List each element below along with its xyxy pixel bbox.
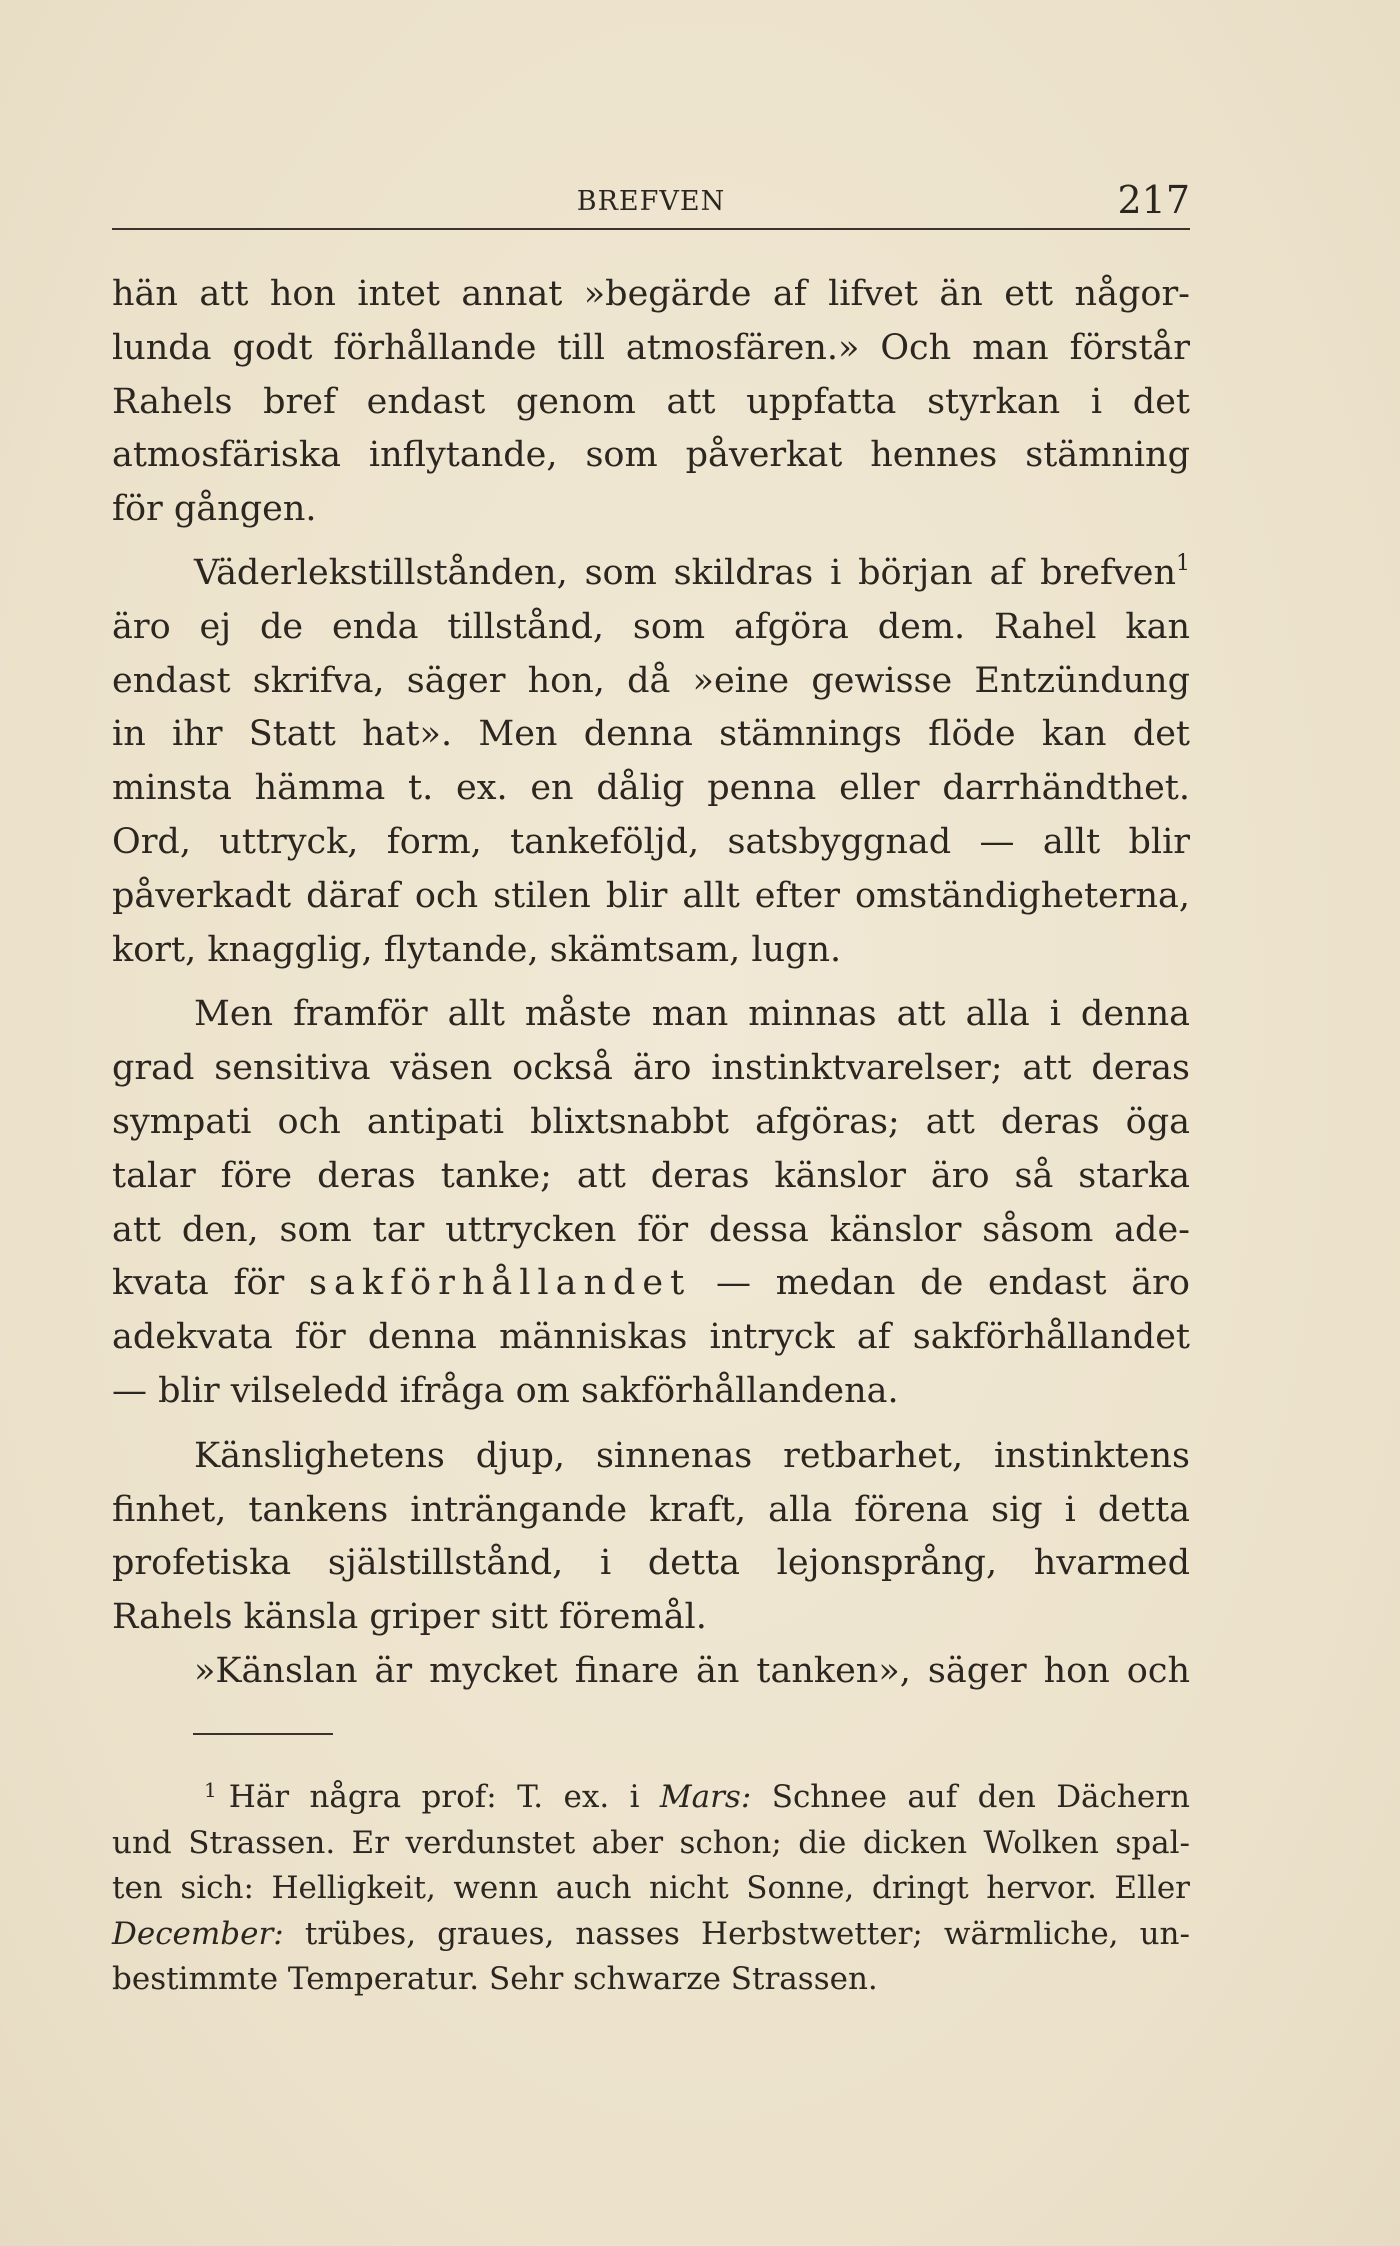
text-line: äro ej de enda tillstånd, som afgöra dem. Rahel kan bbox=[112, 606, 1190, 647]
text-line: Känslighetens djup, sinnenas retbarhet, instinktens bbox=[194, 1435, 1190, 1476]
text-line: »Känslan är mycket finare än tanken», säger hon och bbox=[194, 1650, 1190, 1691]
footnote-line: und Strassen. Er verdunstet aber schon; die dicken Wolken spal- bbox=[112, 1824, 1190, 1861]
line-text: kvata för bbox=[112, 1263, 285, 1304]
line-text: trübes, graues, nasses Herbstwetter; wärmliche, un- bbox=[304, 1915, 1190, 1952]
paragraph-1 bbox=[112, 268, 1190, 537]
text-line: för gången. bbox=[112, 489, 317, 530]
text-line bbox=[112, 537, 1190, 601]
page-header bbox=[112, 178, 1190, 224]
paragraph-4 bbox=[112, 1430, 1190, 1645]
italic-title: Mars: bbox=[659, 1779, 752, 1815]
running-head: BREFVEN bbox=[576, 186, 726, 217]
line-text: Schnee auf den Dächern bbox=[771, 1779, 1190, 1815]
text-line: kort, knagglig, flytande, skämtsam, lugn. bbox=[112, 929, 842, 970]
text-line: profetiska själstillstånd, i detta lejonsprång, hvarmed bbox=[112, 1543, 1190, 1584]
paragraph-5 bbox=[112, 1645, 1190, 1699]
text-line: finhet, tankens inträngande kraft, alla förena sig i detta bbox=[112, 1489, 1190, 1530]
text-line: — blir vilseledd ifråga om sakförhållandena. bbox=[112, 1370, 899, 1411]
text-line: grad sensitiva väsen också äro instinktvarelser; att deras bbox=[112, 1048, 1190, 1089]
text-line: påverkadt däraf och stilen blir allt efter omständigheterna, bbox=[112, 875, 1190, 916]
text-line: Rahels bref endast genom att uppfatta styrkan i det bbox=[112, 381, 1190, 422]
text-line: in ihr Statt hat». Men denna stämnings flöde kan det bbox=[112, 714, 1190, 755]
footnote-mark: 1 bbox=[204, 1778, 217, 1802]
footnote-reference: 1 bbox=[1176, 550, 1190, 576]
footnote-line: bestimmte Temperatur. Sehr schwarze Strassen. bbox=[112, 1961, 878, 1997]
text-line: Men framför allt måste man minnas att alla i denna bbox=[194, 994, 1190, 1035]
line-text: Här några prof: T. ex. i bbox=[228, 1779, 640, 1815]
line-text: Väderlekstillstånden, som skildras i början af brefven bbox=[194, 552, 1176, 593]
italic-title: December: bbox=[112, 1915, 284, 1952]
footnote bbox=[112, 1768, 1190, 2003]
text-line: Ord, uttryck, form, tankeföljd, satsbyggnad — allt blir bbox=[112, 821, 1190, 862]
text-line: lunda godt förhållande till atmosfären.» Och man förstår bbox=[112, 327, 1190, 368]
text-line: minsta hämma t. ex. en dålig penna eller darrhändthet. bbox=[112, 768, 1190, 809]
emphasized-word: sakförhållandet bbox=[309, 1263, 692, 1304]
paragraph-2 bbox=[112, 537, 1190, 977]
text-line: adekvata för denna människas intryck af sakförhållandet bbox=[112, 1317, 1190, 1358]
text-line: atmosfäriska inflytande, som påverkat hennes stämning bbox=[112, 435, 1190, 476]
text-line: hän att hon intet annat »begärde af lifvet än ett någor- bbox=[112, 274, 1190, 314]
body-text bbox=[112, 268, 1190, 1699]
paragraph-3 bbox=[112, 988, 1190, 1418]
line-text: — medan de endast äro bbox=[715, 1263, 1190, 1304]
text-line: sympati och antipati blixtsnabbt afgöras; att deras öga bbox=[112, 1101, 1190, 1142]
text-line: Rahels känsla griper sitt föremål. bbox=[112, 1597, 707, 1638]
footnote-rule bbox=[193, 1733, 333, 1735]
header-rule bbox=[112, 228, 1190, 230]
footnote-line bbox=[112, 1768, 1190, 1821]
text-line: endast skrifva, säger hon, då »eine gewisse Entzündung bbox=[112, 660, 1190, 701]
text-line: talar före deras tanke; att deras känslor äro så starka bbox=[112, 1155, 1190, 1196]
text-line: att den, som tar uttrycken för dessa känslor såsom ade- bbox=[112, 1209, 1190, 1250]
page-number: 217 bbox=[1117, 178, 1190, 222]
text-line bbox=[112, 1257, 1190, 1311]
footnote-line: ten sich: Helligkeit, wenn auch nicht Sonne, dringt hervor. Eller bbox=[112, 1870, 1190, 1906]
footnote-line bbox=[112, 1912, 1190, 1958]
